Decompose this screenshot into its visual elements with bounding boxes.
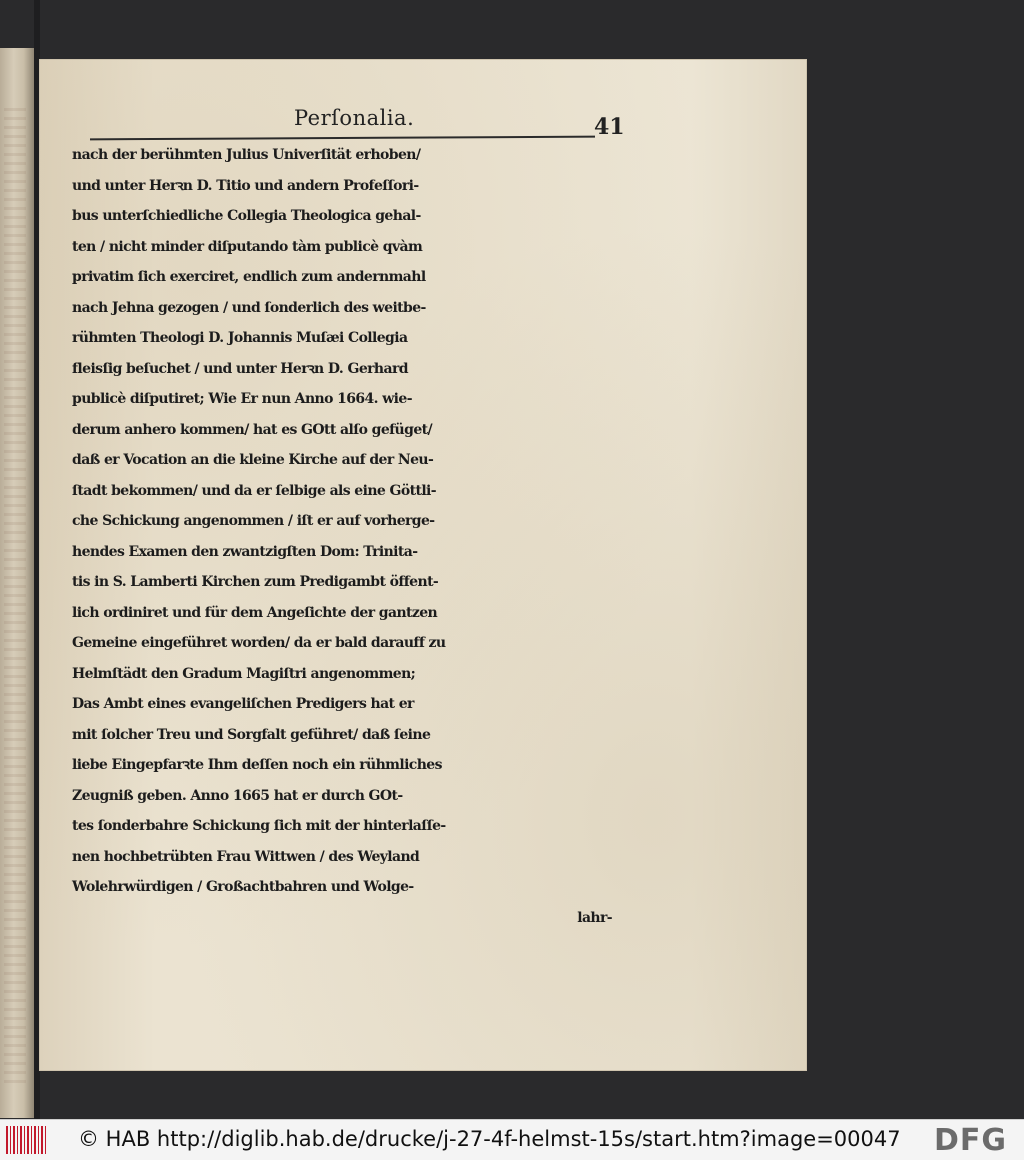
text-line: tes ſonderbahre Schickung ſich mit der hinterlaſſe- xyxy=(72,818,446,834)
text-line: derum anhero kommen/ hat es GOtt alſo gefüget/ xyxy=(72,421,433,438)
copyright-url-link[interactable]: © HAB http://diglib.hab.de/drucke/j-27-4f-helmst-15s/start.htm?image=00047 xyxy=(78,1127,901,1151)
text-line: Helmſtädt den Gradum Magiſtri angenommen; xyxy=(72,665,416,682)
page-number: 41 xyxy=(594,114,625,140)
previous-page-edge xyxy=(0,48,34,1118)
text-line: nach Jehna gezogen / und ſonderlich des weitbe- xyxy=(72,299,426,316)
text-line: ſtadt bekommen/ und da er ſelbige als eine Göttli- xyxy=(72,482,436,499)
text-line: Zeugniß geben. Anno 1665 hat er durch GOt- xyxy=(72,787,403,804)
text-line: mit ſolcher Treu und Sorgfalt geführet/ daß ſeine xyxy=(72,726,431,743)
text-line: Gemeine eingeführet worden/ da er bald darauff zu xyxy=(72,635,446,651)
dfg-logo: DFG xyxy=(934,1123,1008,1158)
previous-page-text-shadow xyxy=(4,108,26,1088)
text-line: ten / nicht minder diſputando tàm publicè qvàm xyxy=(72,238,423,255)
barcode-icon xyxy=(6,1126,46,1154)
text-line: fleisſig beſuchet / und unter Herꝛn D. Gerhard xyxy=(72,360,408,377)
text-line: liebe Eingepfarꝛte Ihm deſſen noch ein rühmliches xyxy=(72,757,442,773)
running-head: Perſonalia. xyxy=(294,106,415,130)
text-line: und unter Herꝛn D. Titio und andern Profeſſori- xyxy=(72,177,419,194)
text-line: tis in S. Lamberti Kirchen zum Predigambt öffent- xyxy=(72,574,439,590)
text-line: nen hochbetrübten Frau Wittwen / des Weyland xyxy=(72,848,420,865)
text-line: nach der berühmten Julius Univerſität erhoben/ xyxy=(72,147,421,163)
footer-bar xyxy=(0,1119,1024,1160)
text-line: hendes Examen den zwantzigſten Dom: Trinita- xyxy=(72,543,418,560)
text-line: privatim ſich exerciret, endlich zum andernmahl xyxy=(72,269,426,285)
text-line: rühmten Theologi D. Johannis Muſæi Collegia xyxy=(72,330,408,346)
text-line: Wolehrwürdigen / Großachtbahren und Wolge- xyxy=(72,879,414,895)
text-line: lich ordiniret und für dem Angeſichte der gantzen xyxy=(72,604,438,621)
text-line: che Schickung angenommen / iſt er auf vorherge- xyxy=(72,513,435,529)
text-line: publicè diſputiret; Wie Er nun Anno 1664. wie- xyxy=(72,391,412,407)
text-line: daß er Vocation an die kleine Kirche auf der Neu- xyxy=(72,452,434,468)
catchword: lahr- xyxy=(577,909,612,926)
text-line: Das Ambt eines evangeliſchen Predigers hat er xyxy=(72,696,414,712)
text-line: bus unterſchiedliche Collegia Theologica gehal- xyxy=(72,208,421,224)
page-body-text xyxy=(72,140,632,933)
